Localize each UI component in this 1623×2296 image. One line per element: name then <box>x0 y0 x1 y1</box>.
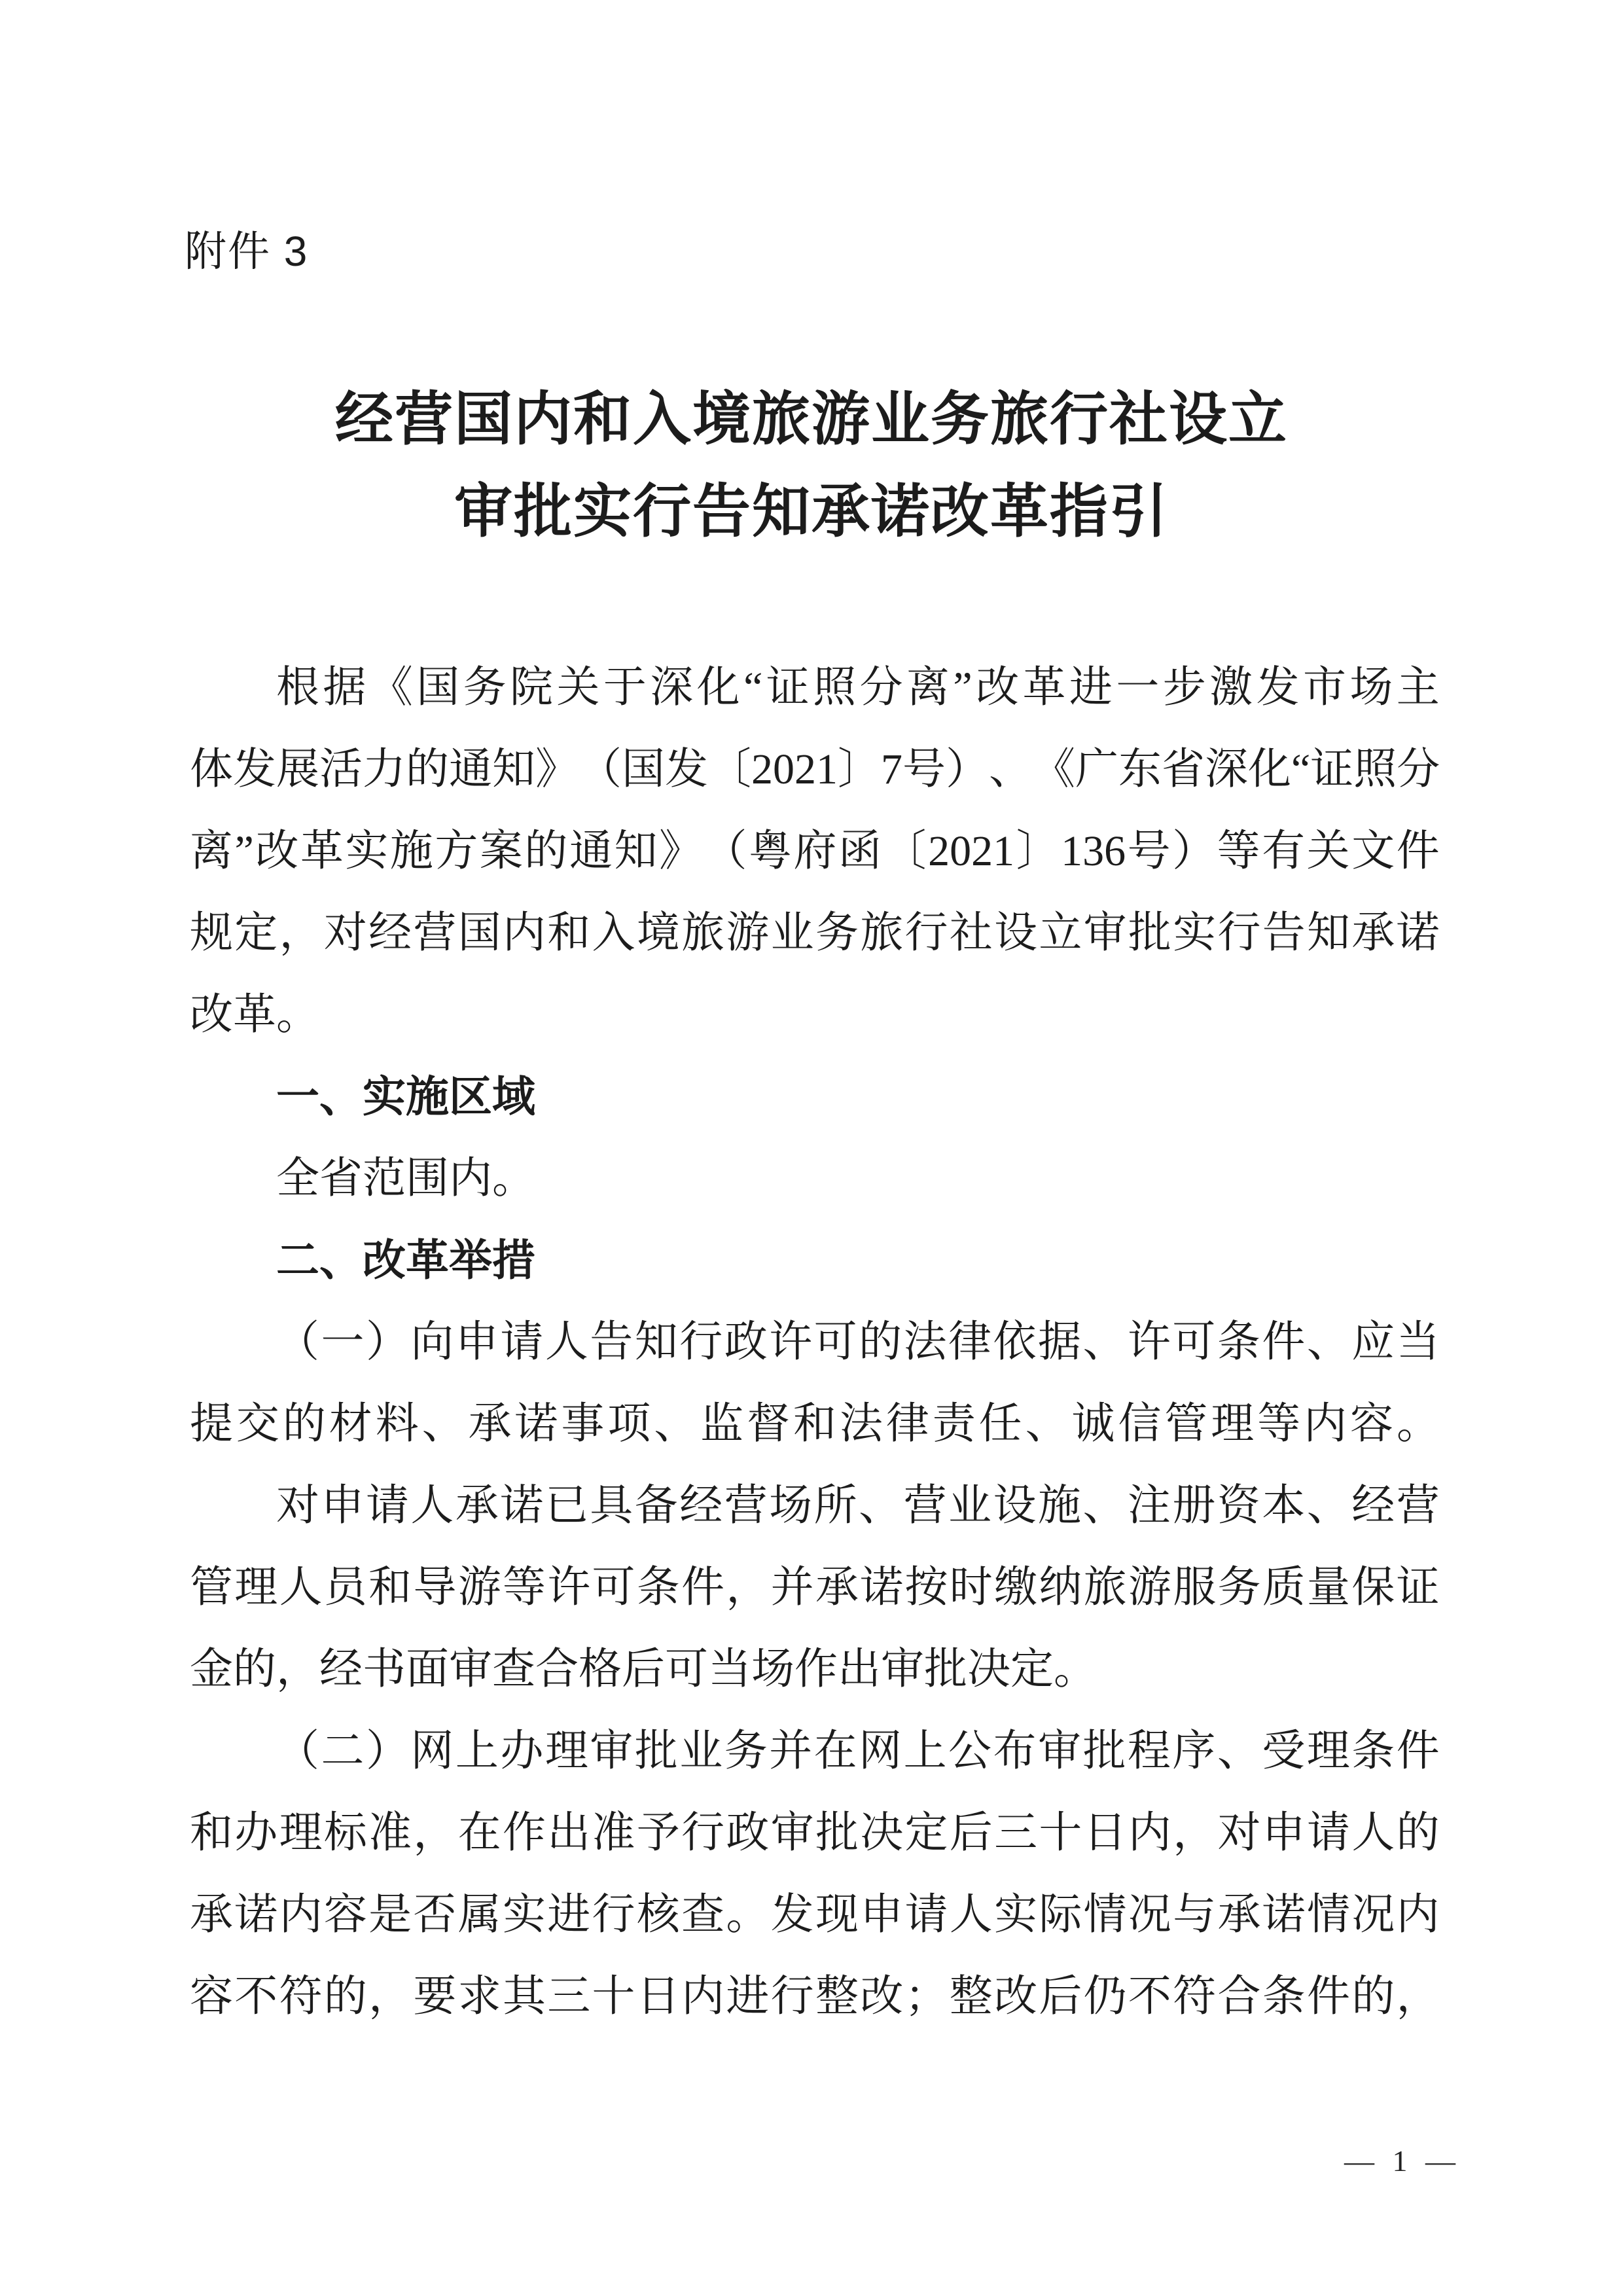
body-line: 容 不 符 的 ， 要 求 其 三 十 日 内 进 行 整 改 ； 整 改 后 仍 不 符 合 条 件 的 ， <box>190 1973 1440 2020</box>
body-line: 离 ” 改 革 实 施 方 案 的 通 知 》 （ 粤 府 函 〔 2021 〕 136 号 ） 等 有 关 文 件 <box>190 827 1440 875</box>
body-line: 金的，经书面审查合格后可当场作出审批决定。 <box>190 1645 1097 1693</box>
body-line: 体 发 展 活 力 的 通 知 》 （ 国 发 〔 2021 〕 7 号 ） 、 《 广 东 省 深 化 “ 证 照 分 <box>190 745 1440 793</box>
body-line: 规 定 ， 对 经 营 国 内 和 入 境 旅 游 业 务 旅 行 社 设 立 审 批 实 行 告 知 承 诺 <box>190 909 1440 957</box>
body-line: 全省范围内。 <box>276 1155 535 1202</box>
attachment-label: 附件 3 <box>185 228 309 275</box>
body-line: 和 办 理 标 准 ， 在 作 出 准 予 行 政 审 批 决 定 后 三 十 日 内 ， 对 申 请 人 的 <box>190 1809 1440 1857</box>
body-line: 根 据 《 国 务 院 关 于 深 化 “ 证 照 分 离 ” 改 革 进 一 步 激 发 市 场 主 <box>276 664 1440 711</box>
body-line: 管 理 人 员 和 导 游 等 许 可 条 件 ， 并 承 诺 按 时 缴 纳 旅 游 服 务 质 量 保 证 <box>190 1564 1440 1611</box>
body-line: （ 二 ） 网 上 办 理 审 批 业 务 并 在 网 上 公 布 审 批 程 序 、 受 理 条 件 <box>276 1727 1440 1775</box>
section-heading: 一、实施区域 <box>276 1072 535 1121</box>
body-line: 承 诺 内 容 是 否 属 实 进 行 核 查 。 发 现 申 请 人 实 际 情 况 与 承 诺 情 况 内 <box>190 1891 1440 1939</box>
body-line: 改革。 <box>190 991 319 1039</box>
document-title-line2: 审批实行告知承诺改革指引 <box>454 480 1169 545</box>
document-title <box>0 374 1623 559</box>
section-heading: 二、改革举措 <box>276 1236 535 1284</box>
body-line: （ 一 ） 向 申 请 人 告 知 行 政 许 可 的 法 律 依 据 、 许 可 条 件 、 应 当 <box>276 1318 1440 1366</box>
document-title-line1: 经营国内和入境旅游业务旅行社设立 <box>335 388 1288 452</box>
body-line: 对 申 请 人 承 诺 已 具 备 经 营 场 所 、 营 业 设 施 、 注 册 资 本 、 经 营 <box>276 1482 1440 1530</box>
page-number: — 1 — <box>1344 2144 1461 2178</box>
document-body <box>190 647 1440 2037</box>
body-line: 提 交 的 材 料 、 承 诺 事 项 、 监 督 和 法 律 责 任 、 诚 信 管 理 等 内 容 。 <box>190 1400 1440 1448</box>
